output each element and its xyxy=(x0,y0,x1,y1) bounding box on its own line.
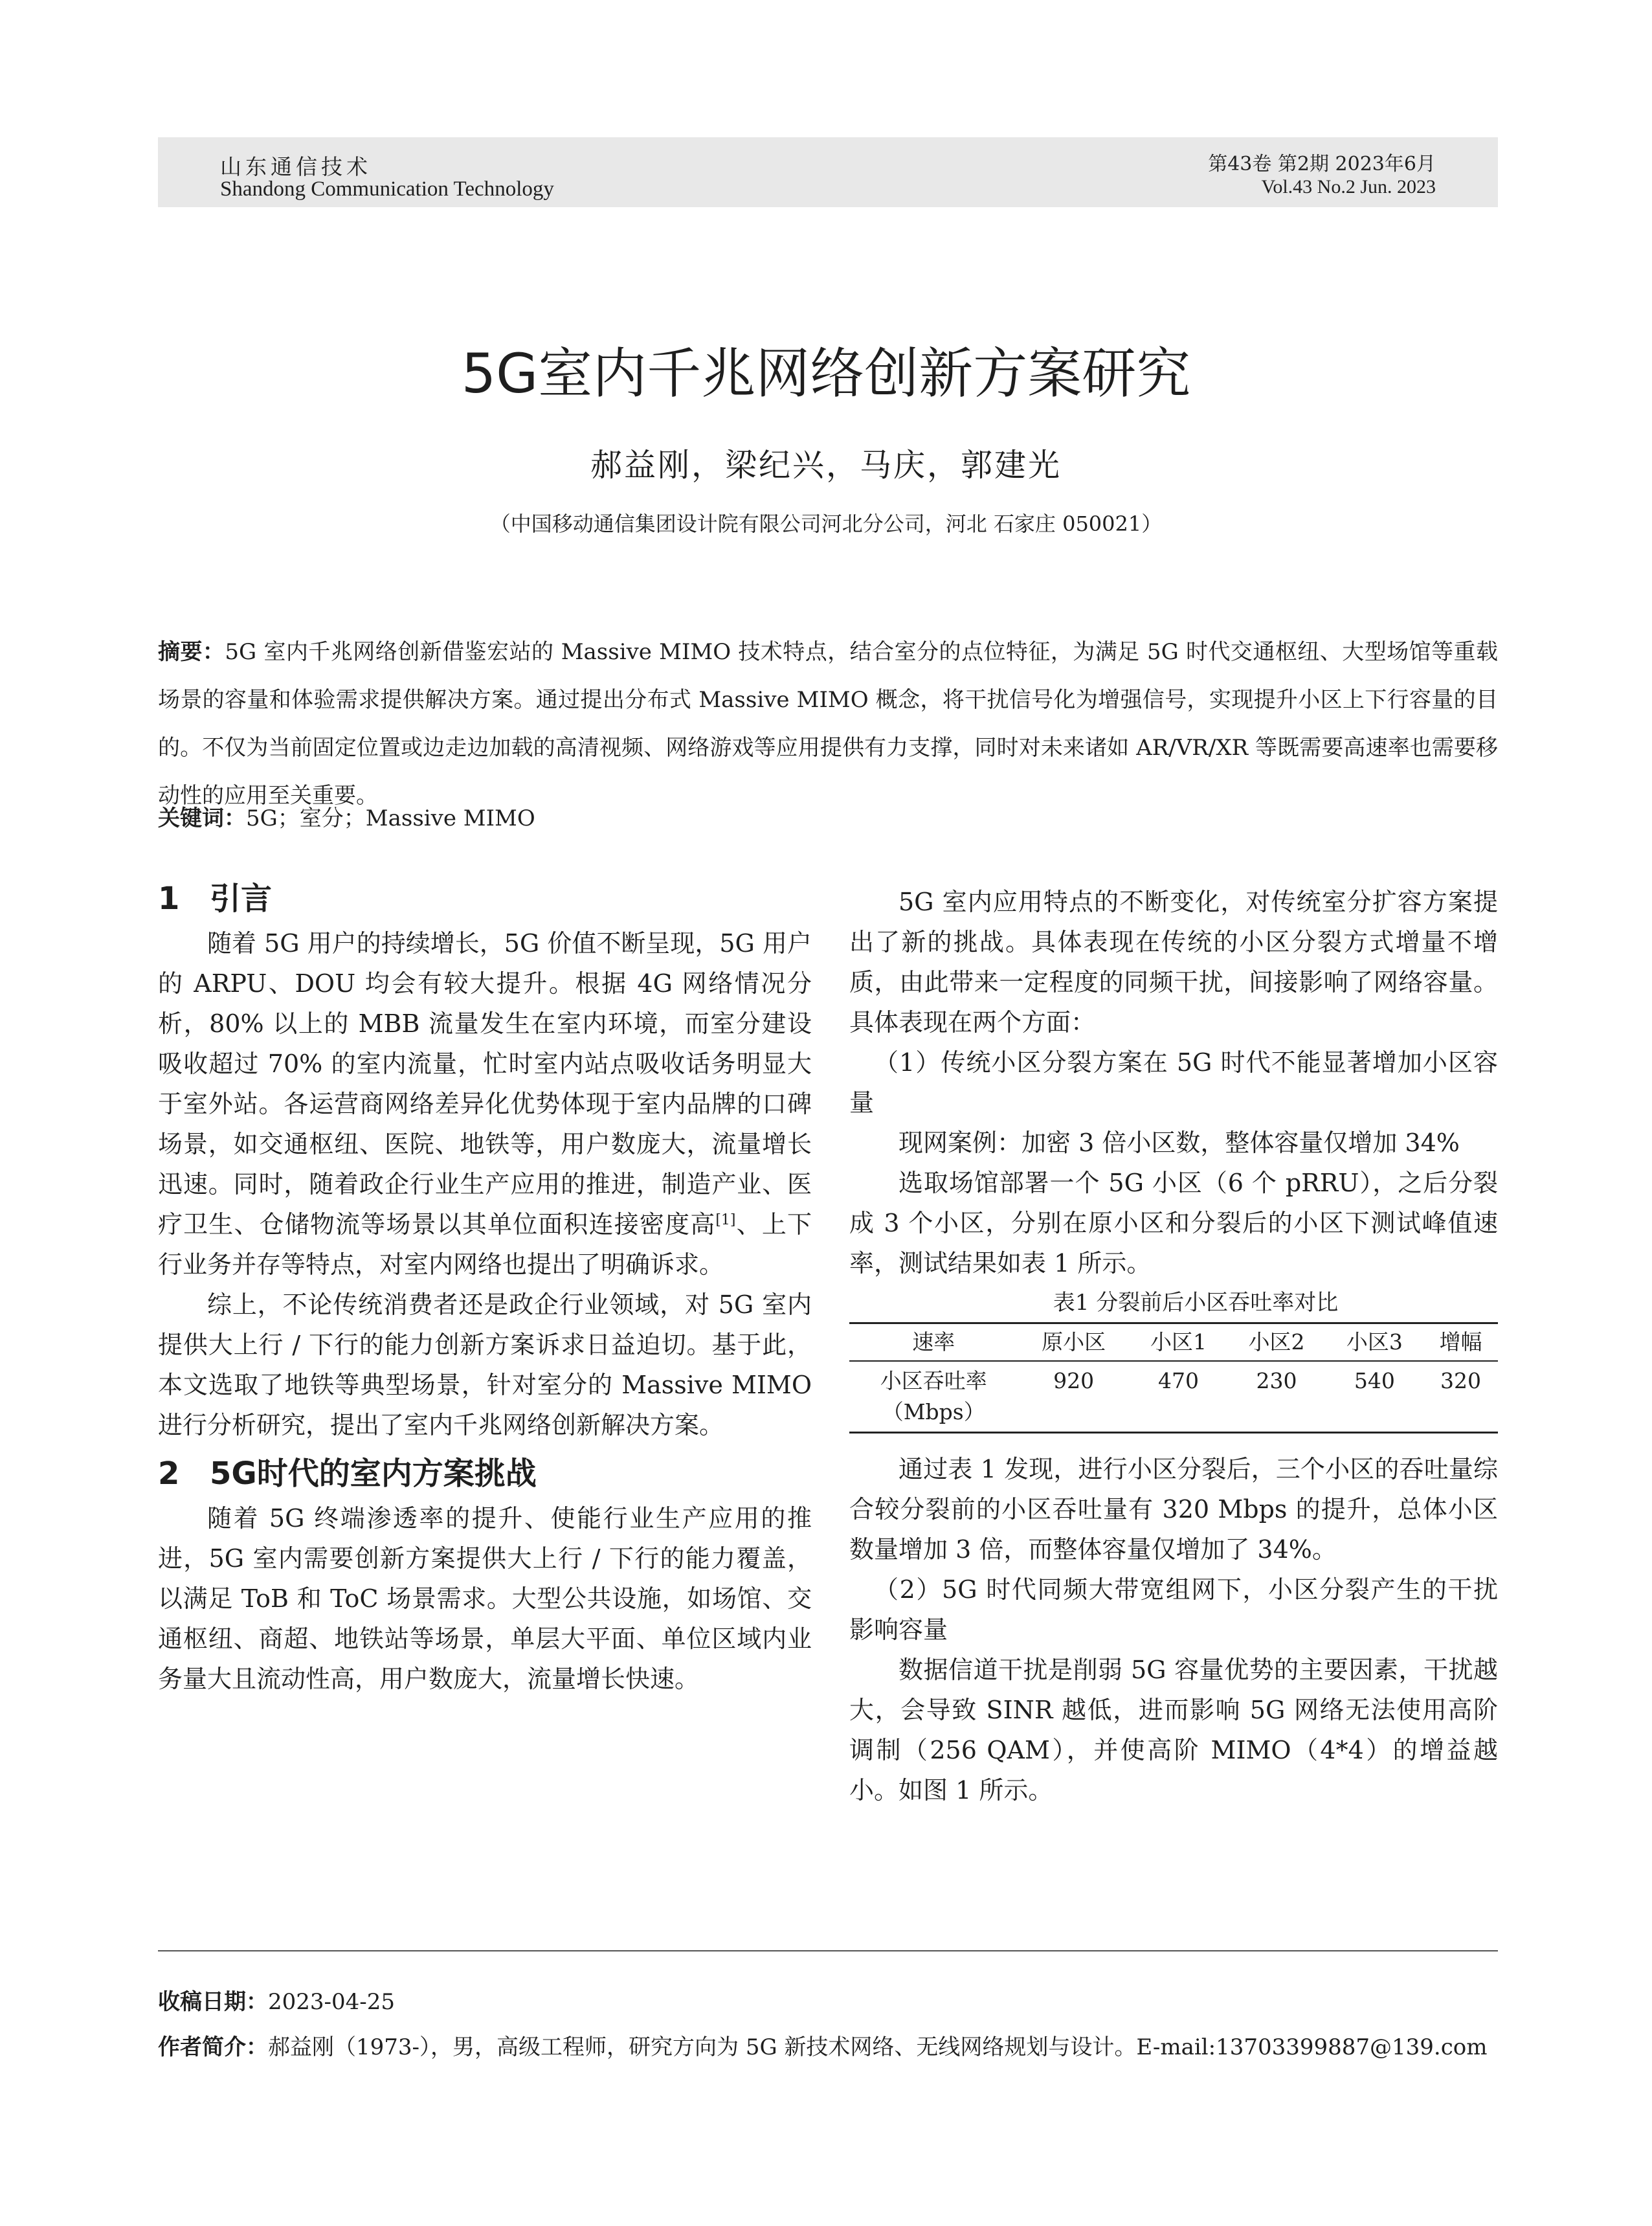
table-cell: 540 xyxy=(1326,1361,1423,1433)
journal-header xyxy=(158,137,1498,207)
paragraph: 随着 5G 用户的持续增长，5G 价值不断呈现，5G 用户的 ARPU、DOU 均会有较大提升。根据 4G 网络情况分析，80% 以上的 MBB 流量发生在室内环境，而室分建设吸收超过 70% 的室内流量，忙时室内站点吸收话务明显大于室外站。各运营商网络差异化优势体现于室内品牌的口碑场景，如交通枢纽、医院、地铁等，用户数庞大，流量增长迅速。同时，随着政企行业生产应用的推进，制造产业、医疗卫生、仓储物流等场景以其单位面积连接密度高[1]、上下行业务并存等特点，对室内网络也提出了明确诉求。 xyxy=(158,929,812,1279)
issue-info-en: Vol.43 No.2 Jun. 2023 xyxy=(1261,176,1436,197)
paragraph: 5G 室内应用特点的不断变化，对传统室分扩容方案提出了新的挑战。具体表现在传统的小区分裂方式增量不增质，由此带来一定程度的同频干扰，间接影响了网络容量。具体表现在两个方面： xyxy=(849,888,1498,1037)
table-row xyxy=(849,1361,1498,1433)
left-column xyxy=(158,874,812,1699)
paragraph: 通过表 1 发现，进行小区分裂后，三个小区的吞吐量综合较分裂前的小区吞吐量有 320 Mbps 的提升，总体小区数量增加 3 倍，而整体容量仅增加了 34%。 xyxy=(849,1455,1498,1564)
section-heading-1: 1 引言 xyxy=(158,881,273,917)
received-label: 收稿日期： xyxy=(158,1989,268,2015)
journal-name-cn: 山东通信技术 xyxy=(220,154,372,179)
author-bio: 作者简介：郝益刚（1973-），男，高级工程师，研究方向为 5G 新技术网络、无线网络规划与设计。E-mail:13703399887@139.com xyxy=(158,2034,1488,2060)
keywords xyxy=(158,800,1498,837)
author-bio-label: 作者简介： xyxy=(158,2034,268,2060)
table-cell: 230 xyxy=(1227,1361,1325,1433)
issue-info-cn: 第43卷 第2期 2023年6月 xyxy=(1208,153,1436,175)
right-column xyxy=(849,882,1498,1810)
keywords-label: 关键词： xyxy=(158,805,246,831)
keywords-text: 5G；室分；Massive MIMO xyxy=(246,805,535,831)
table-row-label: 小区吞吐率 （Mbps） xyxy=(849,1361,1018,1433)
table-caption: 表1 分裂前后小区吞吐率对比 xyxy=(1053,1290,1339,1316)
paragraph: 选取场馆部署一个 5G 小区（6 个 pRRU），之后分裂成 3 个小区，分别在原小区和分裂后的小区下测试峰值速率，测试结果如表 1 所示。 xyxy=(849,1169,1498,1277)
table-header-cell: 小区3 xyxy=(1326,1323,1423,1362)
journal-name-en: Shandong Communication Technology xyxy=(220,177,554,201)
abstract-label: 摘要： xyxy=(158,639,225,665)
paragraph: 综上，不论传统消费者还是政企行业领域，对 5G 室内提供大上行 / 下行的能力创新方案诉求日益迫切。基于此，本文选取了地铁等典型场景，针对室分的 Massive MIMO 进行分析研究，提出了室内千兆网络创新解决方案。 xyxy=(158,1290,812,1439)
section-heading-2: 2 5G时代的室内方案挑战 xyxy=(158,1456,537,1492)
throughput-table xyxy=(849,1322,1498,1433)
table-header-cell: 增幅 xyxy=(1423,1323,1498,1362)
table-cell: 470 xyxy=(1130,1361,1227,1433)
author-list: 郝益刚，梁纪兴，马庆，郭建光 xyxy=(590,447,1062,484)
paper-title: 5G室内千兆网络创新方案研究 xyxy=(461,342,1191,405)
table-header-cell: 小区1 xyxy=(1130,1323,1227,1362)
paragraph: （1）传统小区分裂方案在 5G 时代不能显著增加小区容量 xyxy=(849,1048,1498,1117)
paragraph: 数据信道干扰是削弱 5G 容量优势的主要因素，干扰越大，会导致 SINR 越低，进而影响 5G 网络无法使用高阶调制（256 QAM），并使高阶 MIMO（4*4）的增益越小。如图 1 所示。 xyxy=(849,1656,1498,1804)
paragraph: 现网案例：加密 3 倍小区数，整体容量仅增加 34% xyxy=(899,1129,1460,1157)
table-header-cell: 原小区 xyxy=(1018,1323,1130,1362)
paragraph: （2）5G 时代同频大带宽组网下，小区分裂产生的干扰影响容量 xyxy=(849,1575,1498,1644)
table-cell: 320 xyxy=(1423,1361,1498,1433)
received-date: 收稿日期：2023-04-25 xyxy=(158,1989,396,2015)
citation-ref[interactable]: [1] xyxy=(715,1212,736,1228)
table-cell: 920 xyxy=(1018,1361,1130,1433)
abstract xyxy=(158,628,1498,820)
affiliation: （中国移动通信集团设计院有限公司河北分公司，河北 石家庄 050021） xyxy=(489,512,1163,536)
footer-divider xyxy=(158,1950,1498,1951)
table-header-cell: 速率 xyxy=(849,1323,1018,1362)
table-header-cell: 小区2 xyxy=(1227,1323,1325,1362)
abstract-text: 5G 室内千兆网络创新借鉴宏站的 Massive MIMO 技术特点，结合室分的点位特征，为满足 5G 时代交通枢纽、大型场馆等重载场景的容量和体验需求提供解决方案。通过提出分布式 Massive MIMO 概念，将干扰信号化为增强信号，实现提升小区上下行容量的目的。不仅为当前固定位置或边走边加载的高清视频、网络游戏等应用提供有力支撑，同时对未来诸如 AR/VR/XR 等既需要高速率也需要移动性的应用至关重要。 xyxy=(158,639,1499,809)
paragraph: 随着 5G 终端渗透率的提升、使能行业生产应用的推进，5G 室内需要创新方案提供大上行 / 下行的能力覆盖，以满足 ToB 和 ToC 场景需求。大型公共设施，如场馆、交通枢纽、商超、地铁站等场景，单层大平面、单位区域内业务量大且流动性高，用户数庞大，流量增长快速。 xyxy=(158,1504,812,1693)
